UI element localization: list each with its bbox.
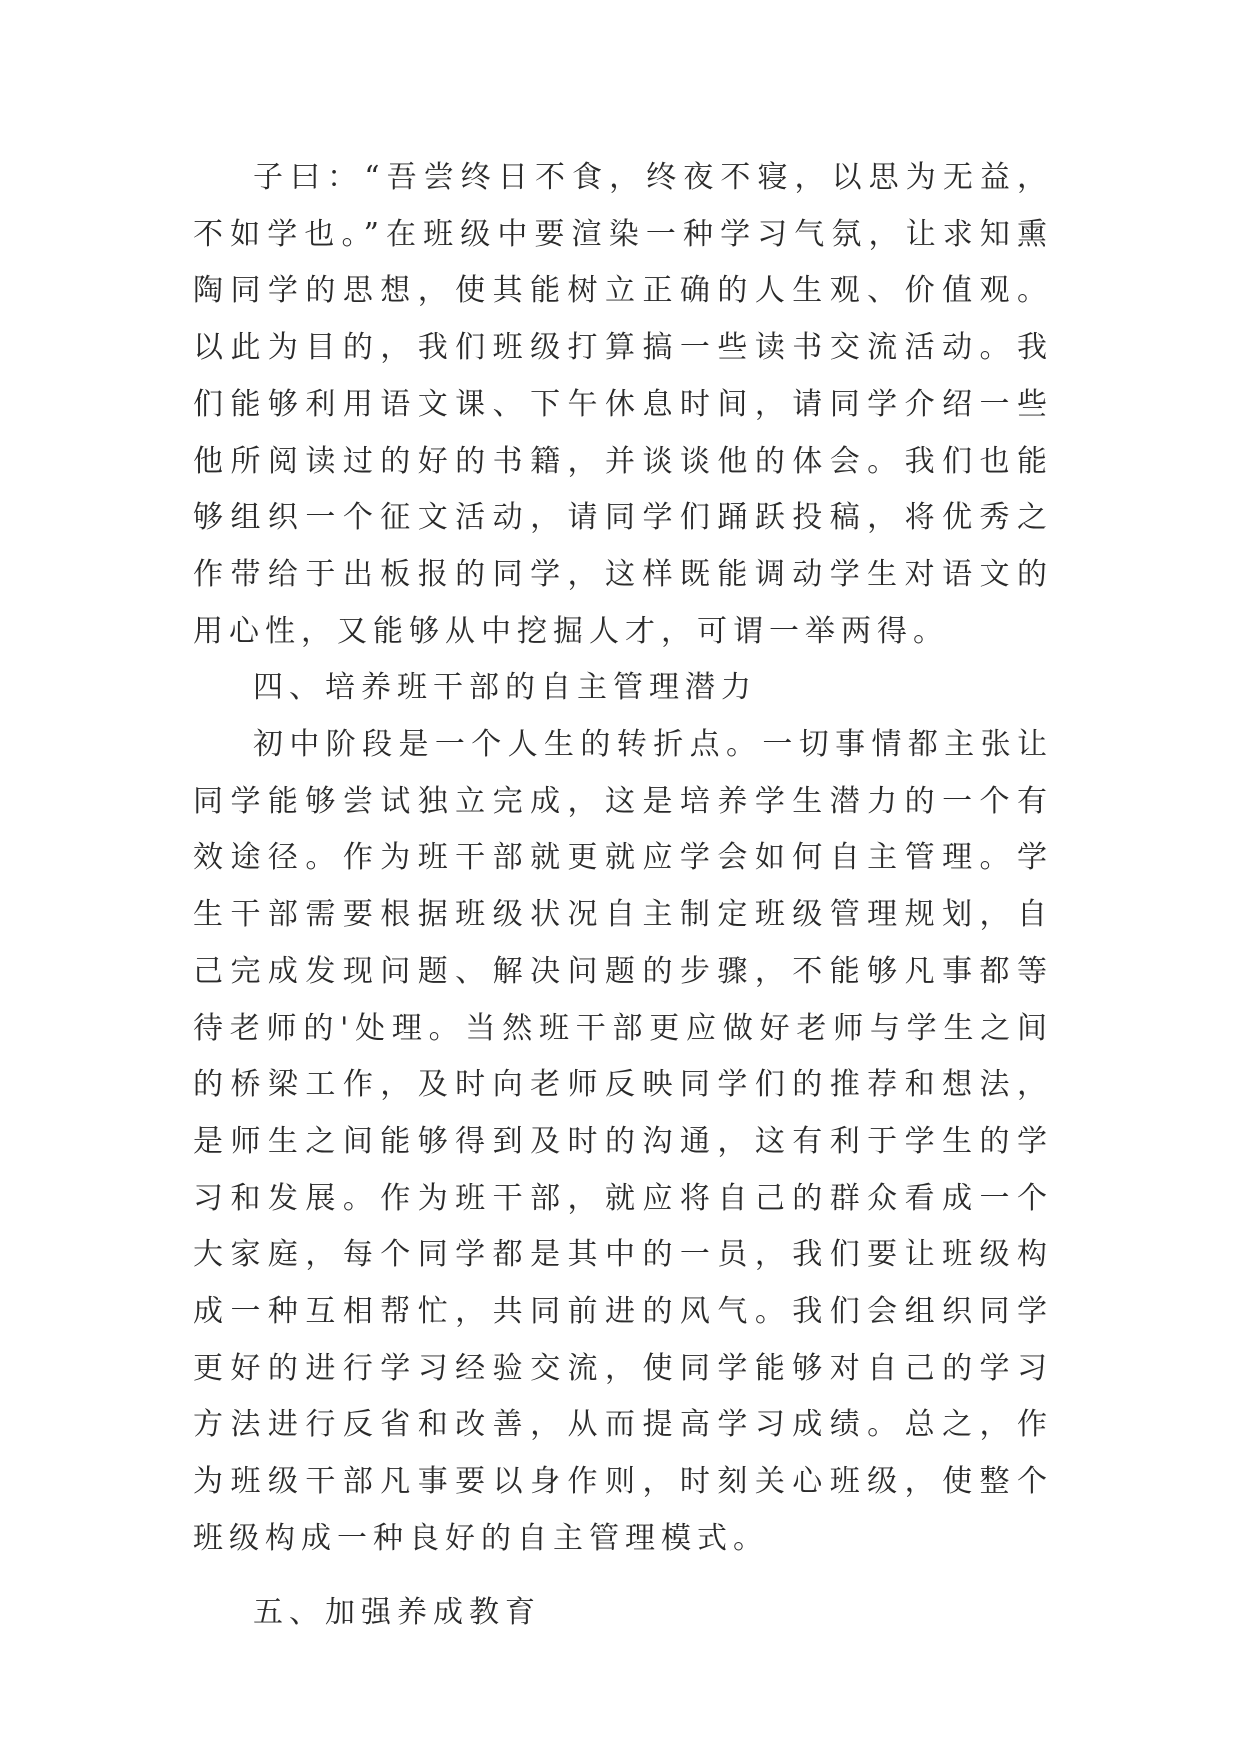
document-body xyxy=(193,150,1053,1641)
section-heading-five: 五、加强养成教育 xyxy=(253,1594,541,1630)
paragraph-study-atmosphere: 子曰：“吾尝终日不食，终夜不寝，以思为无益，不如学也。”在班级中要渲染一种学习气氛，让求知熏陶同学的思想，使其能树立正确的人生观、价值观。以此为目的，我们班级打算搞一些读书交流活动。我们能够利用语文课、下午休息时间，请同学介绍一些他所阅读过的好的书籍，并谈谈他的体会。我们也能够组织一个征文活动，请同学们踊跃投稿，将优秀之作带给于出板报的同学，这样既能调动学生对语文的用心性，又能够从中挖掘人才，可谓一举两得。 xyxy=(193,160,1053,649)
section-heading-four: 四、培养班干部的自主管理潜力 xyxy=(253,670,757,706)
paragraph-self-management: 初中阶段是一个人生的转折点。一切事情都主张让同学能够尝试独立完成，这是培养学生潜力的一个有效途径。作为班干部就更就应学会如何自主管理。学生干部需要根据班级状况自主制定班级管理规划，自己完成发现问题、解决问题的步骤，不能够凡事都等待老师的'处理。当然班干部更应做好老师与学生之间的桥梁工作，及时向老师反映同学们的推荐和想法，是师生之间能够得到及时的沟通，这有利于学生的学习和发展。作为班干部，就应将自己的群众看成一个大家庭，每个同学都是其中的一员，我们要让班级构成一种互相帮忙，共同前进的风气。我们会组织同学更好的进行学习经验交流，使同学能够对自己的学习方法进行反省和改善，从而提高学习成绩。总之，作为班级干部凡事要以身作则，时刻关心班级，使整个班级构成一种良好的自主管理模式。 xyxy=(193,727,1053,1556)
